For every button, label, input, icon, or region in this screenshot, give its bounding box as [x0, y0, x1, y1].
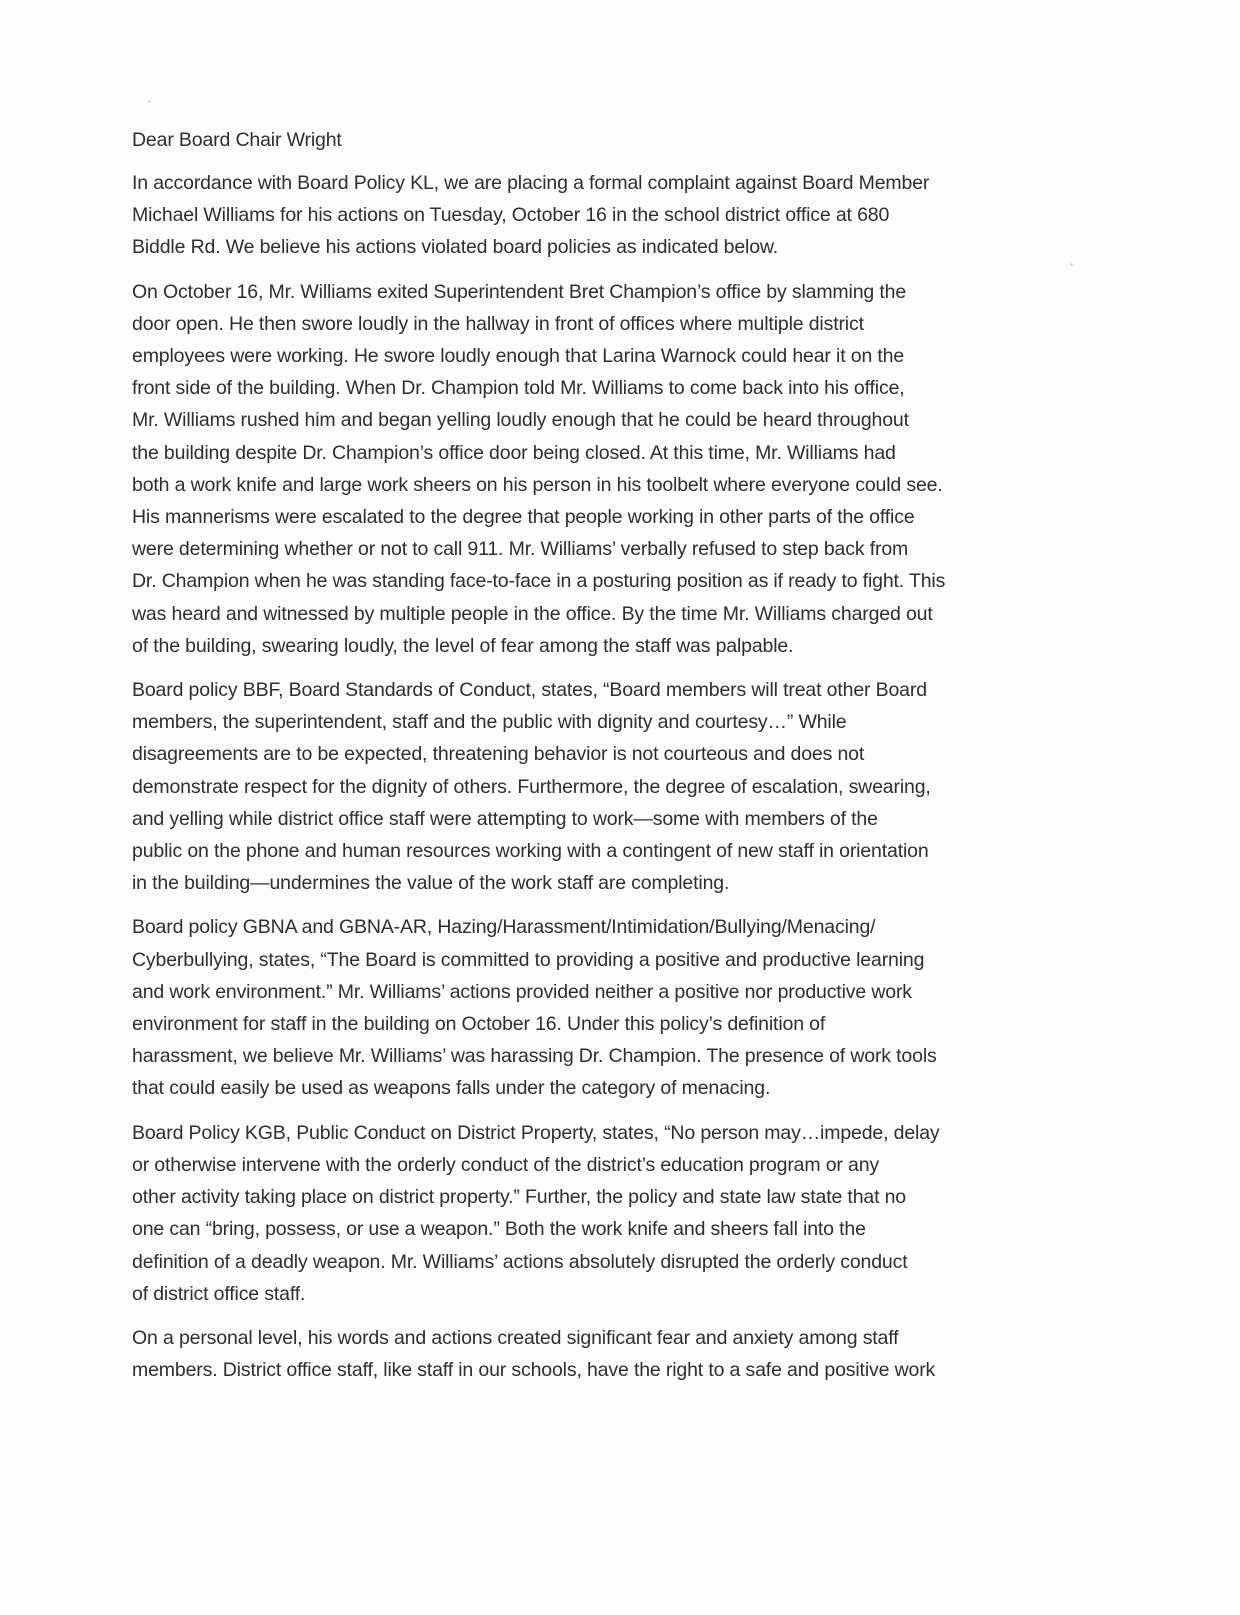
text-line: harassment, we believe Mr. Williams’ was harassing Dr. Champion. The presence of work tools: [132, 1045, 937, 1068]
text-line: one can “bring, possess, or use a weapon.” Both the work knife and sheers fall into the: [132, 1218, 866, 1241]
text-line: Board policy BBF, Board Standards of Conduct, states, “Board members will treat other Board: [132, 679, 927, 702]
text-line: disagreements are to be expected, threatening behavior is not courteous and does not: [132, 743, 865, 766]
paragraph-complaint-intro: [132, 167, 1092, 264]
text-line: that could easily be used as weapons falls under the category of menacing.: [132, 1077, 771, 1100]
text-line: In accordance with Board Policy KL, we are placing a formal complaint against Board Member: [132, 172, 930, 194]
text-line: front side of the building. When Dr. Champion told Mr. Williams to come back into his office,: [132, 377, 905, 400]
paragraph-policy-kgb: [132, 1117, 1092, 1310]
scan-artifact: [148, 100, 151, 103]
text-line: demonstrate respect for the dignity of others. Furthermore, the degree of escalation, swearing,: [132, 775, 931, 798]
text-line: or otherwise intervene with the orderly conduct of the district’s education program or any: [132, 1153, 880, 1176]
text-line: definition of a deadly weapon. Mr. Williams’ actions absolutely disrupted the orderly conduct: [132, 1250, 908, 1273]
text-line: door open. He then swore loudly in the hallway in front of offices where multiple district: [132, 312, 864, 335]
text-line: employees were working. He swore loudly enough that Larina Warnock could hear it on the: [132, 345, 905, 368]
text-line: were determining whether or not to call 911. Mr. Williams’ verbally refused to step back from: [132, 538, 909, 561]
paragraph-policy-gbna: [132, 911, 1092, 1104]
text-line: other activity taking place on district property.” Further, the policy and state law state that no: [132, 1186, 907, 1209]
paragraph-incident-description: [132, 276, 1092, 662]
text-line: Biddle Rd. We believe his actions violated board policies as indicated below.: [132, 236, 779, 259]
text-line: was heard and witnessed by multiple people in the office. By the time Mr. Williams charged out: [132, 602, 933, 625]
text-line: members, the superintendent, staff and the public with dignity and courtesy…” While: [132, 711, 847, 734]
letter-page: [132, 124, 1092, 1398]
text-line: of district office staff.: [132, 1282, 306, 1305]
text-line: the building despite Dr. Champion’s office door being closed. At this time, Mr. Williams had: [132, 441, 896, 464]
text-line: Michael Williams for his actions on Tuesday, October 16 in the school district office at 680: [132, 204, 890, 227]
text-line: and work environment.” Mr. Williams’ actions provided neither a positive nor productive work: [132, 980, 912, 1003]
text-line: environment for staff in the building on October 16. Under this policy’s definition of: [132, 1013, 826, 1036]
text-line: in the building—undermines the value of the work staff are completing.: [132, 872, 730, 895]
text-line: of the building, swearing loudly, the level of fear among the staff was palpable.: [132, 634, 794, 657]
paragraph-personal-impact: [132, 1322, 1092, 1386]
text-line: members. District office staff, like staff in our schools, have the right to a safe and positive work: [132, 1359, 936, 1382]
text-line: public on the phone and human resources working with a contingent of new staff in orientation: [132, 840, 929, 863]
text-line: Board policy GBNA and GBNA-AR, Hazing/Harassment/Intimidation/Bullying/Menacing/: [132, 916, 876, 939]
text-line: both a work knife and large work sheers on his person in his toolbelt where everyone could see.: [132, 473, 943, 496]
text-line: On October 16, Mr. Williams exited Superintendent Bret Champion’s office by slamming the: [132, 280, 907, 303]
text-line: Cyberbullying, states, “The Board is committed to providing a positive and productive learning: [132, 948, 925, 971]
text-line: Board Policy KGB, Public Conduct on District Property, states, “No person may…impede, delay: [132, 1121, 940, 1144]
text-line: On a personal level, his words and actions created significant fear and anxiety among staff: [132, 1326, 899, 1349]
letter-salutation: Dear Board Chair Wright: [132, 129, 342, 151]
text-line: Dr. Champion when he was standing face-to-face in a posturing position as if ready to fight. This: [132, 570, 946, 593]
text-line: Mr. Williams rushed him and began yelling loudly enough that he could be heard throughout: [132, 409, 909, 432]
text-line: and yelling while district office staff were attempting to work—some with members of the: [132, 807, 878, 830]
paragraph-policy-bbf: [132, 674, 1092, 899]
text-line: His mannerisms were escalated to the degree that people working in other parts of the office: [132, 506, 915, 529]
